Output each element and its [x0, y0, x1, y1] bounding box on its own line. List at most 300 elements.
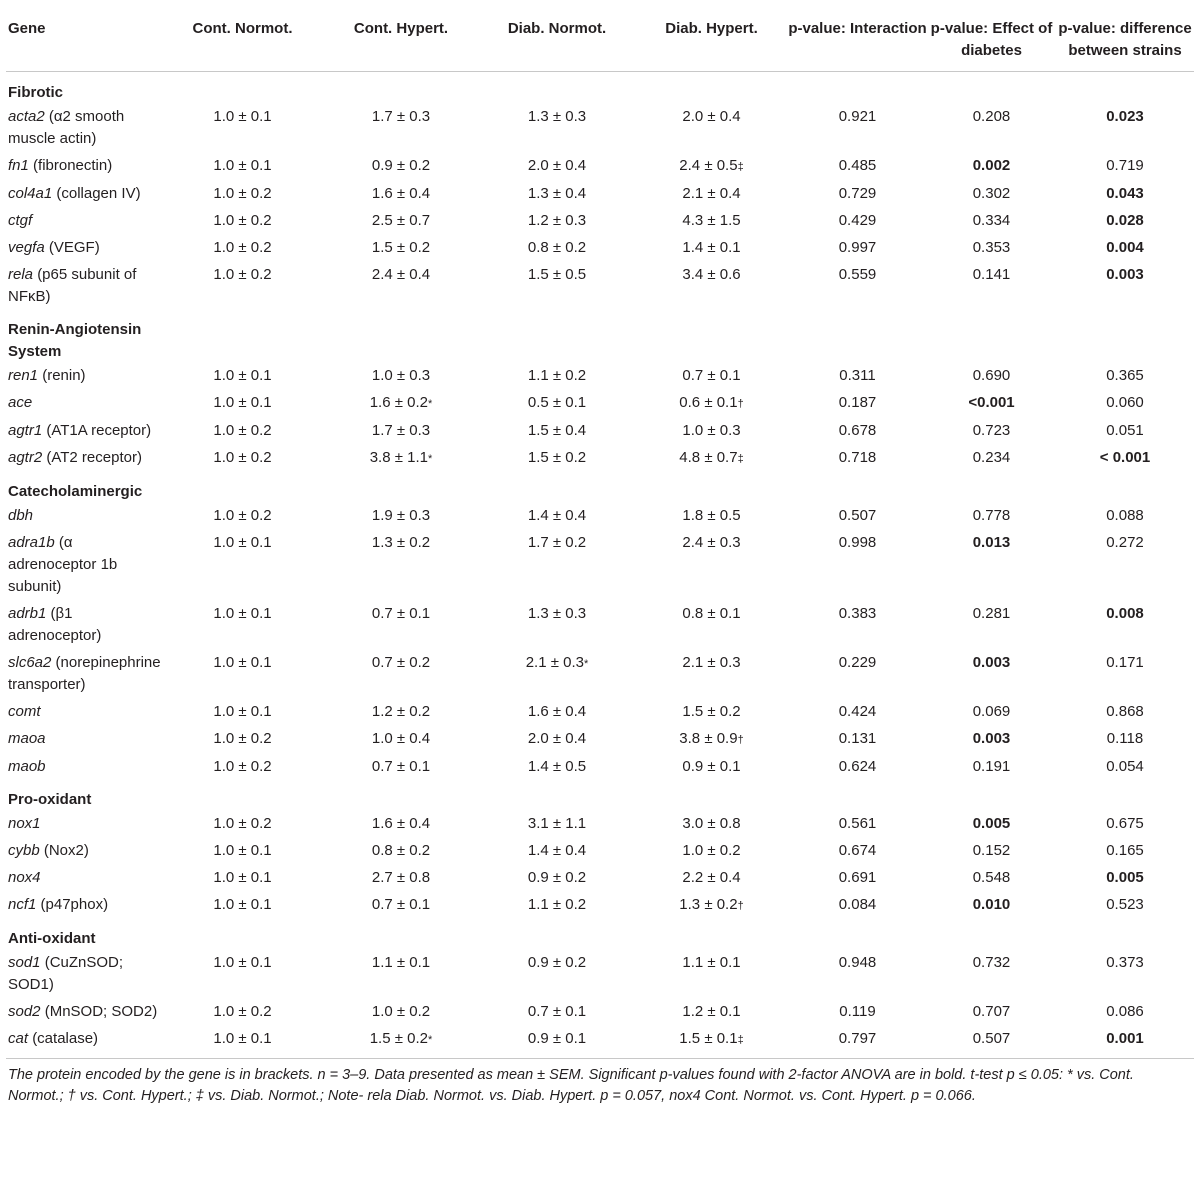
diab-hypert-cell: [635, 754, 788, 781]
protein-name: (renin): [42, 367, 86, 384]
protein-name: (Nox2): [43, 842, 89, 859]
cont-normot-cell: [162, 530, 323, 601]
diab-normot-cell: [479, 181, 635, 208]
diab-normot-cell: [479, 601, 635, 650]
p-diabetes-cell-value: 0.141: [972, 266, 1011, 283]
header-cont-normot: Cont. Normot.: [192, 20, 293, 37]
diab-normot-cell-value: 0.5 ± 0.1: [527, 394, 587, 411]
p-diabetes-cell: [927, 838, 1056, 865]
p-interaction-cell: [788, 865, 927, 892]
table-body: [6, 72, 1194, 1055]
diab-hypert-cell-value: 0.9 ± 0.1: [682, 758, 741, 775]
p-strain-cell-value: 0.023: [1106, 108, 1144, 125]
p-interaction-cell: [788, 153, 927, 181]
p-strain-cell-value: 0.001: [1106, 1030, 1144, 1047]
cont-normot-cell-value: 1.0 ± 0.1: [213, 605, 272, 622]
table-row: [6, 153, 1194, 181]
empty-cell: [635, 473, 788, 503]
empty-cell: [162, 473, 323, 503]
cont-hypert-cell-value: 1.0 ± 0.4: [371, 730, 431, 747]
diab-normot-cell-value: 2.0 ± 0.4: [527, 730, 587, 747]
empty-cell: [927, 781, 1056, 811]
diab-hypert-cell: [635, 530, 788, 601]
p-diabetes-cell-value: 0.302: [972, 185, 1011, 202]
p-strain-cell: [1056, 650, 1194, 699]
cont-normot-cell: [162, 1026, 323, 1054]
section-title: Fibrotic: [8, 84, 63, 101]
diab-normot-cell-value: 0.9 ± 0.2: [527, 954, 587, 971]
table-row: [6, 726, 1194, 754]
empty-cell: [1056, 781, 1194, 811]
p-strain-cell: [1056, 892, 1194, 920]
diab-hypert-cell-value: 2.1 ± 0.3: [682, 654, 741, 671]
diab-normot-cell: [479, 235, 635, 262]
p-strain-cell: [1056, 153, 1194, 181]
p-strain-cell: [1056, 235, 1194, 262]
gene-cell: [6, 838, 162, 865]
p-strain-cell-value: 0.165: [1106, 842, 1144, 859]
diab-hypert-cell-value: 3.4 ± 0.6: [682, 266, 741, 283]
diab-hypert-cell: [635, 999, 788, 1026]
p-interaction-cell-value: 0.797: [838, 1030, 877, 1047]
p-diabetes-cell-value: 0.234: [972, 449, 1011, 466]
diab-hypert-cell: [635, 153, 788, 181]
gene-symbol: cat: [8, 1030, 29, 1047]
p-diabetes-cell: [927, 754, 1056, 781]
diab-hypert-cell: [635, 181, 788, 208]
diab-normot-cell: [479, 418, 635, 445]
diab-hypert-cell: [635, 390, 788, 418]
table-row: [6, 418, 1194, 445]
cont-hypert-cell: [323, 601, 479, 650]
cont-hypert-cell-significance-mark: *: [428, 398, 433, 410]
p-strain-cell: [1056, 999, 1194, 1026]
diab-hypert-cell-value: 2.2 ± 0.4: [682, 869, 741, 886]
empty-cell: [479, 72, 635, 105]
gene-symbol: nox1: [8, 815, 41, 832]
diab-hypert-cell-value: 2.1 ± 0.4: [682, 185, 741, 202]
header-diab-normot: Diab. Normot.: [507, 20, 607, 37]
p-diabetes-cell: [927, 104, 1056, 153]
p-diabetes-cell: [927, 950, 1056, 999]
diab-normot-cell-value: 0.9 ± 0.2: [527, 869, 587, 886]
empty-cell: [1056, 473, 1194, 503]
p-diabetes-cell-value: 0.003: [972, 654, 1011, 671]
gene-symbol: ren1: [8, 367, 39, 384]
gene-cell: [6, 235, 162, 262]
diab-hypert-cell: [635, 726, 788, 754]
diab-normot-cell: [479, 363, 635, 390]
diab-hypert-cell-significance-mark: ‡: [737, 453, 744, 465]
p-diabetes-cell-value: 0.548: [972, 869, 1011, 886]
p-interaction-cell-value: 0.691: [838, 869, 877, 886]
section-header-row: [6, 473, 1194, 503]
p-strain-cell-value: 0.008: [1106, 605, 1144, 622]
cont-normot-cell-value: 1.0 ± 0.1: [213, 394, 272, 411]
cont-hypert-cell-value: 1.6 ± 0.4: [371, 185, 431, 202]
diab-hypert-cell: [635, 950, 788, 999]
cont-hypert-cell-value: 1.3 ± 0.2: [371, 534, 431, 551]
diab-normot-cell-value: 1.7 ± 0.2: [527, 534, 587, 551]
table-header: [6, 6, 1194, 72]
protein-name: (AT2 receptor): [46, 449, 142, 466]
table-row: [6, 811, 1194, 838]
table-row: [6, 390, 1194, 418]
p-diabetes-cell-value: 0.013: [972, 534, 1011, 551]
p-interaction-cell-value: 0.729: [838, 185, 877, 202]
cont-hypert-cell-value: 0.9 ± 0.2: [371, 157, 431, 174]
gene-cell: [6, 865, 162, 892]
p-diabetes-cell-value: 0.010: [972, 896, 1011, 913]
p-strain-cell: [1056, 530, 1194, 601]
diab-normot-cell: [479, 838, 635, 865]
diab-normot-cell-value: 0.8 ± 0.2: [527, 239, 587, 256]
diab-hypert-cell-value: 0.6 ± 0.1: [679, 394, 738, 411]
p-strain-cell-value: 0.054: [1106, 758, 1144, 775]
table-row: [6, 838, 1194, 865]
diab-hypert-cell: [635, 601, 788, 650]
p-strain-cell: [1056, 754, 1194, 781]
gene-symbol: cybb: [8, 842, 40, 859]
p-strain-cell: [1056, 950, 1194, 999]
empty-cell: [162, 311, 323, 363]
diab-normot-cell: [479, 104, 635, 153]
empty-cell: [635, 72, 788, 105]
gene-expression-table: [6, 6, 1194, 1054]
diab-hypert-cell-value: 1.4 ± 0.1: [682, 239, 741, 256]
diab-hypert-cell-value: 0.8 ± 0.1: [682, 605, 741, 622]
p-strain-cell: [1056, 181, 1194, 208]
table-row: [6, 503, 1194, 530]
gene-cell: [6, 726, 162, 754]
empty-cell: [788, 473, 927, 503]
p-strain-cell-value: 0.272: [1106, 534, 1144, 551]
cont-hypert-cell-value: 0.7 ± 0.2: [371, 654, 431, 671]
protein-name: (p65 subunit of NFκB): [8, 266, 137, 305]
p-diabetes-cell-value: 0.281: [972, 605, 1011, 622]
cont-normot-cell-value: 1.0 ± 0.1: [213, 534, 272, 551]
empty-cell: [635, 920, 788, 950]
cont-normot-cell: [162, 153, 323, 181]
diab-normot-cell-value: 1.2 ± 0.3: [527, 212, 587, 229]
gene-symbol: col4a1: [8, 185, 53, 202]
p-diabetes-cell: [927, 530, 1056, 601]
cont-hypert-cell: [323, 181, 479, 208]
diab-hypert-cell: [635, 811, 788, 838]
table-row: [6, 445, 1194, 473]
empty-cell: [927, 920, 1056, 950]
gene-cell: [6, 950, 162, 999]
p-diabetes-cell: [927, 503, 1056, 530]
diab-hypert-cell: [635, 1026, 788, 1054]
gene-symbol: sod1: [8, 954, 41, 971]
empty-cell: [788, 72, 927, 105]
cont-normot-cell: [162, 892, 323, 920]
p-strain-cell-value: 0.868: [1106, 703, 1144, 720]
cont-hypert-cell-value: 1.2 ± 0.2: [371, 703, 431, 720]
protein-name: (collagen IV): [56, 185, 141, 202]
diab-normot-cell-value: 1.1 ± 0.2: [527, 367, 587, 384]
cont-normot-cell-value: 1.0 ± 0.1: [213, 842, 272, 859]
gene-symbol: adrb1: [8, 605, 47, 622]
cont-hypert-cell-value: 1.6 ± 0.4: [371, 815, 431, 832]
diab-normot-cell: [479, 390, 635, 418]
p-diabetes-cell: [927, 181, 1056, 208]
protein-name: (VEGF): [48, 239, 100, 256]
cont-hypert-cell: [323, 838, 479, 865]
section-header-row: [6, 311, 1194, 363]
table-row: [6, 999, 1194, 1026]
p-interaction-cell-value: 0.429: [838, 212, 877, 229]
p-diabetes-cell: [927, 650, 1056, 699]
cont-hypert-cell: [323, 950, 479, 999]
protein-name: (AT1A receptor): [46, 422, 152, 439]
protein-name: (MnSOD; SOD2): [44, 1003, 158, 1020]
diab-normot-cell: [479, 530, 635, 601]
diab-hypert-cell-value: 2.4 ± 0.3: [682, 534, 741, 551]
gene-symbol: acta2: [8, 108, 45, 125]
diab-hypert-cell-significance-mark: †: [737, 398, 744, 410]
diab-hypert-cell-value: 0.7 ± 0.1: [682, 367, 741, 384]
empty-cell: [788, 920, 927, 950]
table-row: [6, 530, 1194, 601]
p-interaction-cell: [788, 1026, 927, 1054]
cont-hypert-cell-value: 2.7 ± 0.8: [371, 869, 431, 886]
p-diabetes-cell-value: 0.732: [972, 954, 1011, 971]
gene-symbol: comt: [8, 703, 41, 720]
diab-normot-cell: [479, 754, 635, 781]
empty-cell: [323, 311, 479, 363]
p-diabetes-cell-value: <0.001: [968, 394, 1015, 411]
empty-cell: [162, 920, 323, 950]
header-diab-hypert: Diab. Hypert.: [665, 20, 758, 37]
cont-hypert-cell-significance-mark: *: [428, 453, 433, 465]
diab-normot-cell-significance-mark: *: [584, 658, 589, 670]
p-strain-cell-value: 0.005: [1106, 869, 1144, 886]
cont-hypert-cell: [323, 235, 479, 262]
diab-normot-cell-value: 1.4 ± 0.4: [527, 842, 587, 859]
diab-hypert-cell-value: 1.5 ± 0.2: [682, 703, 741, 720]
empty-cell: [1056, 920, 1194, 950]
gene-cell: [6, 601, 162, 650]
table-row: [6, 235, 1194, 262]
section-header-row: [6, 920, 1194, 950]
empty-cell: [162, 781, 323, 811]
p-interaction-cell-value: 0.187: [838, 394, 877, 411]
diab-hypert-cell-value: 4.3 ± 1.5: [682, 212, 741, 229]
empty-cell: [479, 781, 635, 811]
diab-normot-cell: [479, 811, 635, 838]
cont-normot-cell: [162, 418, 323, 445]
p-interaction-cell: [788, 208, 927, 235]
protein-name: (fibronectin): [33, 157, 113, 174]
diab-hypert-cell-value: 1.8 ± 0.5: [682, 507, 741, 524]
p-strain-cell: [1056, 503, 1194, 530]
empty-cell: [927, 473, 1056, 503]
header-cont-hypert: Cont. Hypert.: [353, 20, 449, 37]
cont-normot-cell: [162, 699, 323, 726]
cont-normot-cell-value: 1.0 ± 0.1: [213, 703, 272, 720]
cont-normot-cell: [162, 950, 323, 999]
p-diabetes-cell-value: 0.002: [972, 157, 1011, 174]
diab-hypert-cell: [635, 838, 788, 865]
p-interaction-cell-value: 0.424: [838, 703, 877, 720]
cont-hypert-cell: [323, 445, 479, 473]
cont-hypert-cell-value: 0.7 ± 0.1: [371, 605, 431, 622]
p-strain-cell-value: 0.675: [1106, 815, 1144, 832]
gene-cell: [6, 999, 162, 1026]
p-diabetes-cell: [927, 153, 1056, 181]
gene-symbol: dbh: [8, 507, 34, 524]
empty-cell: [479, 920, 635, 950]
cont-normot-cell-value: 1.0 ± 0.1: [213, 157, 272, 174]
cont-normot-cell: [162, 181, 323, 208]
cont-hypert-cell: [323, 363, 479, 390]
p-interaction-cell: [788, 418, 927, 445]
p-diabetes-cell-value: 0.353: [972, 239, 1011, 256]
cont-normot-cell-value: 1.0 ± 0.2: [213, 815, 272, 832]
gene-symbol: nox4: [8, 869, 41, 886]
empty-cell: [788, 781, 927, 811]
diab-hypert-cell-value: 1.0 ± 0.3: [682, 422, 741, 439]
p-strain-cell: [1056, 363, 1194, 390]
p-strain-cell-value: 0.365: [1106, 367, 1144, 384]
p-interaction-cell-value: 0.084: [838, 896, 877, 913]
cont-hypert-cell-value: 1.7 ± 0.3: [371, 108, 431, 125]
empty-cell: [479, 473, 635, 503]
header-p-diabetes: p-value: Effect of diabetes: [930, 20, 1053, 59]
cont-hypert-cell: [323, 726, 479, 754]
p-diabetes-cell-value: 0.191: [972, 758, 1011, 775]
cont-normot-cell-value: 1.0 ± 0.2: [213, 507, 272, 524]
p-interaction-cell: [788, 650, 927, 699]
cont-normot-cell: [162, 601, 323, 650]
p-strain-cell-value: 0.043: [1106, 185, 1144, 202]
diab-hypert-cell-value: 2.4 ± 0.5: [679, 157, 738, 174]
header-p-interaction: p-value: Interaction: [788, 20, 927, 37]
p-strain-cell-value: 0.523: [1106, 896, 1144, 913]
diab-normot-cell-value: 3.1 ± 1.1: [527, 815, 587, 832]
gene-symbol: sod2: [8, 1003, 41, 1020]
gene-symbol: ncf1: [8, 896, 37, 913]
cont-normot-cell: [162, 208, 323, 235]
cont-hypert-cell-value: 1.6 ± 0.2: [369, 394, 428, 411]
cont-normot-cell-value: 1.0 ± 0.2: [213, 185, 272, 202]
p-interaction-cell-value: 0.507: [838, 507, 877, 524]
gene-cell: [6, 181, 162, 208]
cont-normot-cell: [162, 235, 323, 262]
p-interaction-cell-value: 0.561: [838, 815, 877, 832]
diab-normot-cell-value: 1.4 ± 0.5: [527, 758, 587, 775]
empty-cell: [927, 311, 1056, 363]
cont-normot-cell-value: 1.0 ± 0.1: [213, 896, 272, 913]
diab-hypert-cell-value: 3.8 ± 0.9: [679, 730, 738, 747]
p-diabetes-cell: [927, 390, 1056, 418]
p-diabetes-cell-value: 0.208: [972, 108, 1011, 125]
cont-normot-cell: [162, 811, 323, 838]
empty-cell: [635, 781, 788, 811]
diab-hypert-cell: [635, 445, 788, 473]
p-diabetes-cell: [927, 235, 1056, 262]
diab-normot-cell: [479, 865, 635, 892]
table-row: [6, 104, 1194, 153]
cont-normot-cell: [162, 104, 323, 153]
diab-hypert-cell: [635, 503, 788, 530]
cont-hypert-cell: [323, 754, 479, 781]
p-interaction-cell-value: 0.998: [838, 534, 877, 551]
diab-hypert-cell: [635, 363, 788, 390]
p-diabetes-cell-value: 0.069: [972, 703, 1011, 720]
diab-normot-cell-value: 1.3 ± 0.3: [527, 605, 587, 622]
cont-hypert-cell-value: 1.7 ± 0.3: [371, 422, 431, 439]
diab-hypert-cell-significance-mark: ‡: [737, 1034, 744, 1046]
p-diabetes-cell-value: 0.778: [972, 507, 1011, 524]
gene-cell: [6, 892, 162, 920]
p-strain-cell: [1056, 811, 1194, 838]
p-interaction-cell-value: 0.718: [838, 449, 877, 466]
cont-normot-cell-value: 1.0 ± 0.2: [213, 212, 272, 229]
protein-name: (norepinephrine transporter): [8, 654, 161, 693]
diab-normot-cell: [479, 262, 635, 311]
cont-normot-cell-value: 1.0 ± 0.2: [213, 730, 272, 747]
gene-cell: [6, 390, 162, 418]
cont-normot-cell-value: 1.0 ± 0.1: [213, 367, 272, 384]
p-strain-cell: [1056, 418, 1194, 445]
table-row: [6, 262, 1194, 311]
cont-hypert-cell: [323, 1026, 479, 1054]
p-interaction-cell: [788, 445, 927, 473]
table-row: [6, 208, 1194, 235]
cont-hypert-cell-significance-mark: *: [428, 1034, 433, 1046]
cont-hypert-cell-value: 2.4 ± 0.4: [371, 266, 431, 283]
empty-cell: [1056, 311, 1194, 363]
cont-normot-cell-value: 1.0 ± 0.1: [213, 869, 272, 886]
protein-name: (α2 smooth muscle actin): [8, 108, 125, 147]
diab-hypert-cell-value: 1.5 ± 0.1: [679, 1030, 738, 1047]
p-interaction-cell-value: 0.311: [839, 367, 876, 384]
cont-normot-cell-value: 1.0 ± 0.2: [213, 758, 272, 775]
cont-normot-cell-value: 1.0 ± 0.2: [213, 422, 272, 439]
p-strain-cell-value: 0.088: [1106, 507, 1144, 524]
cont-normot-cell-value: 1.0 ± 0.1: [213, 1030, 272, 1047]
p-strain-cell-value: 0.028: [1106, 212, 1144, 229]
protein-name: (CuZnSOD; SOD1): [8, 954, 124, 993]
cont-hypert-cell: [323, 390, 479, 418]
cont-normot-cell-value: 1.0 ± 0.2: [213, 266, 272, 283]
table-row: [6, 650, 1194, 699]
p-strain-cell: [1056, 699, 1194, 726]
cont-normot-cell: [162, 390, 323, 418]
diab-hypert-cell: [635, 418, 788, 445]
table-row: [6, 950, 1194, 999]
cont-hypert-cell: [323, 153, 479, 181]
cont-hypert-cell-value: 0.7 ± 0.1: [371, 896, 431, 913]
gene-symbol: ace: [8, 394, 33, 411]
cont-normot-cell-value: 1.0 ± 0.1: [213, 654, 272, 671]
empty-cell: [479, 311, 635, 363]
p-interaction-cell: [788, 726, 927, 754]
p-diabetes-cell-value: 0.003: [972, 730, 1011, 747]
p-interaction-cell-value: 0.559: [838, 266, 877, 283]
gene-symbol: fn1: [8, 157, 29, 174]
cont-hypert-cell-value: 1.1 ± 0.1: [371, 954, 431, 971]
gene-cell: [6, 104, 162, 153]
p-interaction-cell: [788, 754, 927, 781]
empty-cell: [635, 311, 788, 363]
empty-cell: [323, 72, 479, 105]
p-interaction-cell-value: 0.624: [838, 758, 877, 775]
p-interaction-cell: [788, 363, 927, 390]
